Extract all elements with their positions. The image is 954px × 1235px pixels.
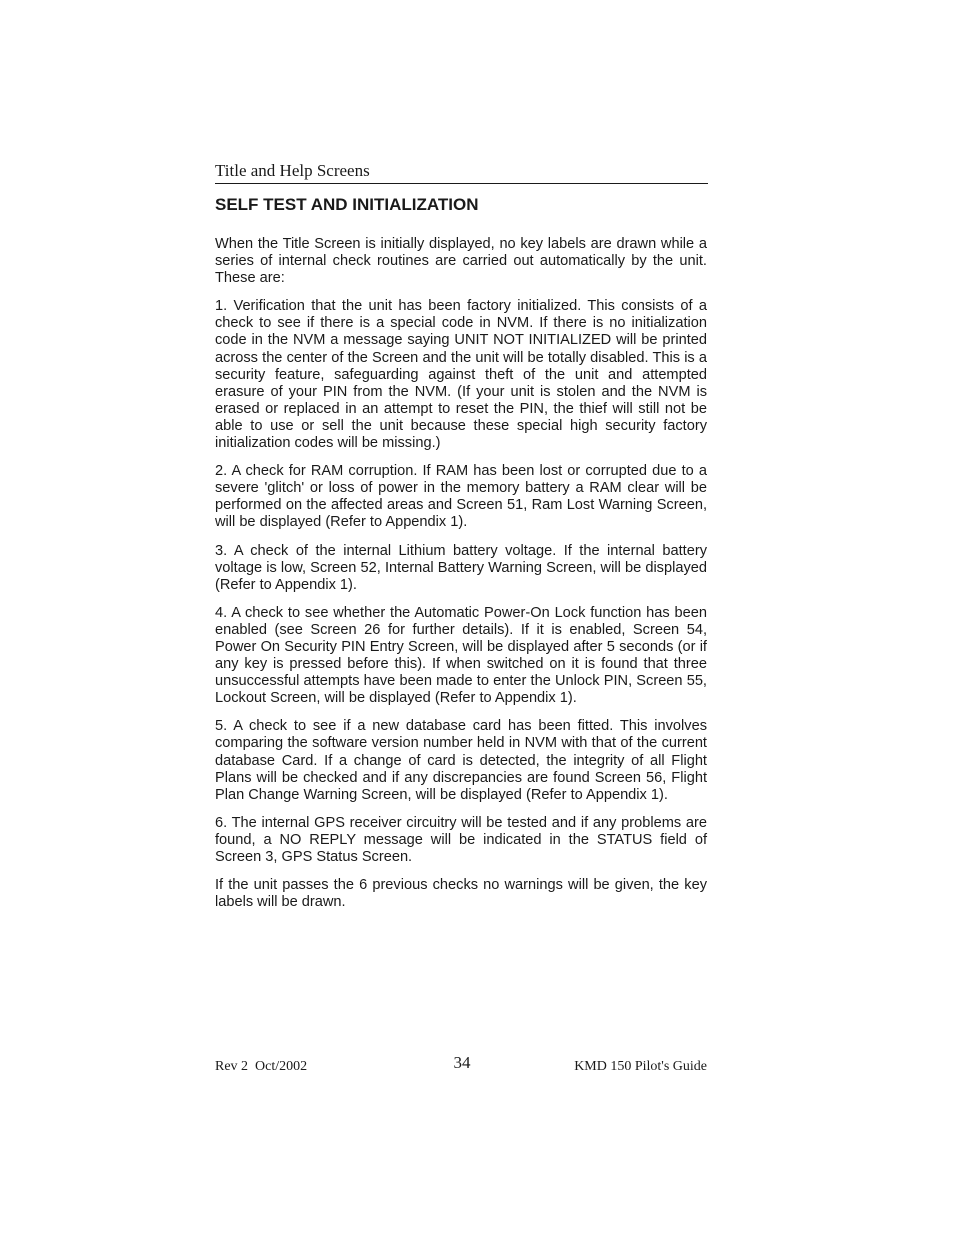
check-4-paragraph: 4. A check to see whether the Automatic Power-On Lock function has been enabled (see Screen 26 for further details). If it is enabled, Screen 54, Power On Security PIN Entry Screen, will be displayed after 5 seconds (or if any key is pressed before this). If when switched on it is found that three unsuccessful attempts have been made to enter the Unlock PIN, Screen 55, Lockout Screen, will be displayed (Refer to Appendix 1).: [215, 604, 707, 707]
check-2-paragraph: 2. A check for RAM corruption. If RAM has been lost or corrupted due to a severe 'glitch' or loss of power in the memory battery a RAM clear will be performed on the affected areas and Screen 51, Ram Lost Warning Screen, will be displayed (Refer to Appendix 1).: [215, 463, 707, 531]
check-1-paragraph: 1. Verification that the unit has been factory initialized. This consists of a check to see if there is a special code in NVM. If there is no initialization code in the NVM a message saying UNIT NOT INITIALIZED will be printed across the center of the Screen and the unit will be totally disabled. This is a security feature, safeguarding against theft of the unit and attempted erasure of your PIN from the NVM. (If your unit is stolen and the NVM is erased or replaced in an attempt to reset the PIN, the thief will still not be able to use or sell the unit because these special high security factory initialization codes will be missing.): [215, 298, 707, 452]
check-5-paragraph: 5. A check to see if a new database card has been fitted. This involves comparing the software version number held in NVM with that of the current database Card. If a change of card is detected, the integrity of all Flight Plans will be checked and if any discrepancies are found Screen 56, Flight Plan Change Warning Screen, will be displayed (Refer to Appendix 1).: [215, 718, 707, 803]
section-title: SELF TEST AND INITIALIZATION: [215, 195, 479, 214]
footer-guide-title: KMD 150 Pilot's Guide: [574, 1059, 707, 1074]
page-number: 34: [453, 1053, 471, 1072]
body-text: [215, 236, 707, 922]
closing-paragraph: If the unit passes the 6 previous checks no warnings will be given, the key labels will be drawn.: [215, 877, 707, 911]
intro-paragraph: When the Title Screen is initially displayed, no key labels are drawn while a series of internal check routines are carried out automatically by the unit. These are:: [215, 236, 707, 287]
running-head: Title and Help Screens: [215, 160, 708, 184]
check-6-paragraph: 6. The internal GPS receiver circuitry will be tested and if any problems are found, a NO REPLY message will be indicated in the STATUS field of Screen 3, GPS Status Screen.: [215, 814, 707, 865]
check-3-paragraph: 3. A check of the internal Lithium battery voltage. If the internal battery voltage is low, Screen 52, Internal Battery Warning Screen, will be displayed (Refer to Appendix 1).: [215, 542, 707, 593]
footer-revision: Rev 2 Oct/2002: [215, 1059, 308, 1074]
